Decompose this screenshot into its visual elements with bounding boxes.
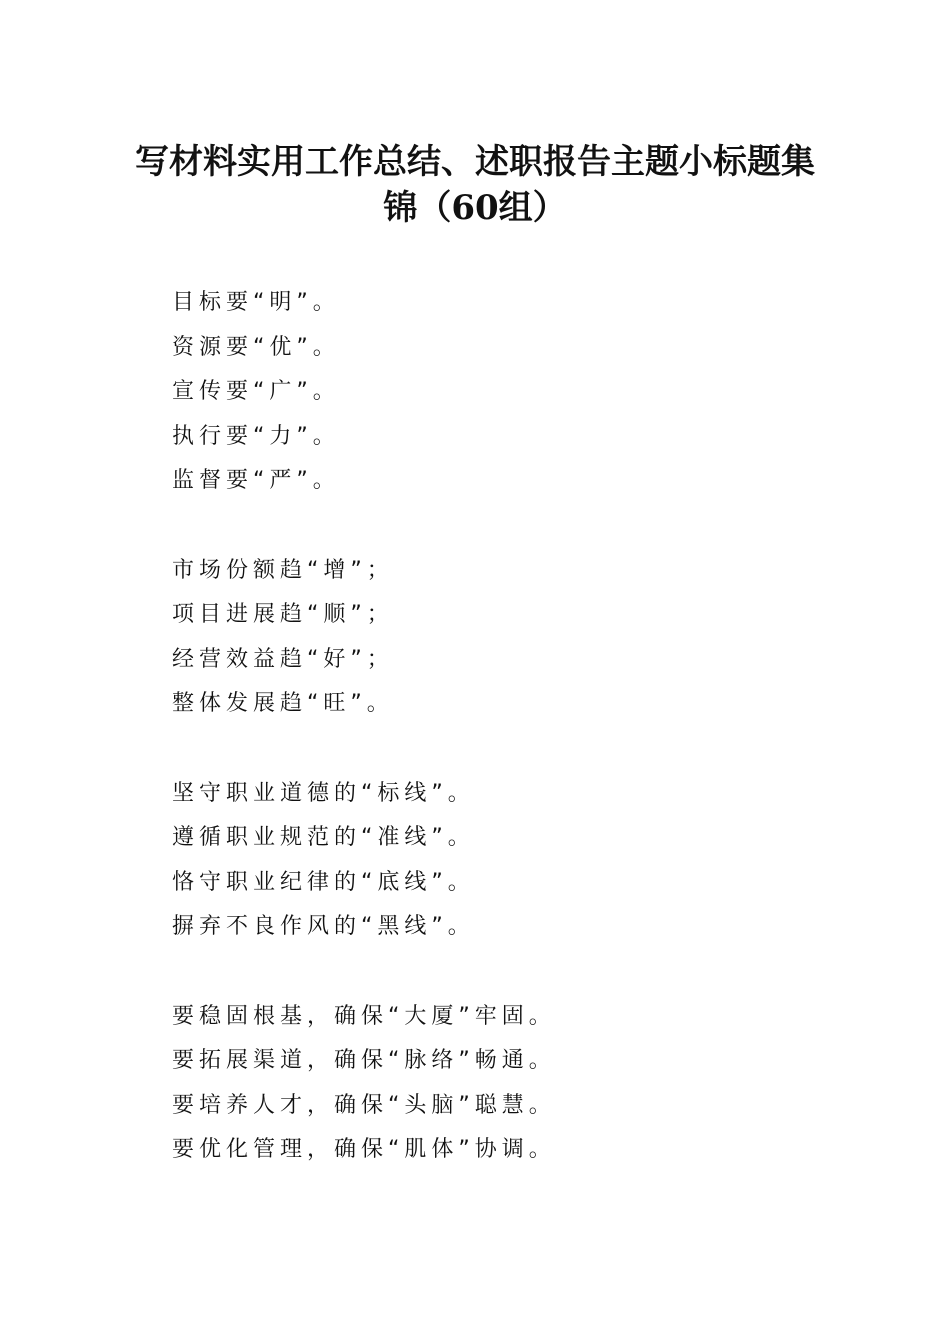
heading-item: 整体发展趋“旺”。 bbox=[172, 691, 394, 717]
group-spacer bbox=[172, 727, 872, 772]
document-title-line-1: 写材料实用工作总结、述职报告主题小标题集 bbox=[135, 142, 815, 182]
heading-item: 项目进展趋“顺”； bbox=[172, 602, 394, 628]
heading-item: 要拓展渠道，确保“脉络”畅通。 bbox=[172, 1048, 556, 1074]
document-title-line-2: 锦（60组） bbox=[383, 188, 567, 228]
heading-item: 资源要“优”。 bbox=[172, 334, 340, 360]
group-spacer bbox=[172, 504, 872, 549]
heading-item: 要优化管理，确保“肌体”协调。 bbox=[172, 1137, 556, 1163]
heading-item: 摒弃不良作风的“黑线”。 bbox=[172, 914, 475, 940]
heading-item: 目标要“明”。 bbox=[172, 290, 340, 315]
heading-item: 要稳固根基，确保“大厦”牢固。 bbox=[172, 1003, 556, 1029]
heading-item: 宣传要“广”。 bbox=[172, 379, 340, 405]
heading-item: 遵循职业规范的“准线”。 bbox=[172, 825, 475, 851]
heading-item: 监督要“严”。 bbox=[172, 468, 340, 494]
heading-item: 执行要“力”。 bbox=[172, 423, 340, 449]
heading-item: 恪守职业纪律的“底线”。 bbox=[172, 869, 475, 895]
heading-item: 要培养人才，确保“头脑”聪慧。 bbox=[172, 1092, 556, 1118]
heading-item: 坚守职业道德的“标线”。 bbox=[172, 780, 475, 806]
heading-item: 市场份额趋“增”； bbox=[172, 557, 394, 583]
heading-list bbox=[172, 281, 872, 1173]
group-spacer bbox=[172, 950, 872, 995]
heading-item: 经营效益趋“好”； bbox=[172, 646, 394, 672]
